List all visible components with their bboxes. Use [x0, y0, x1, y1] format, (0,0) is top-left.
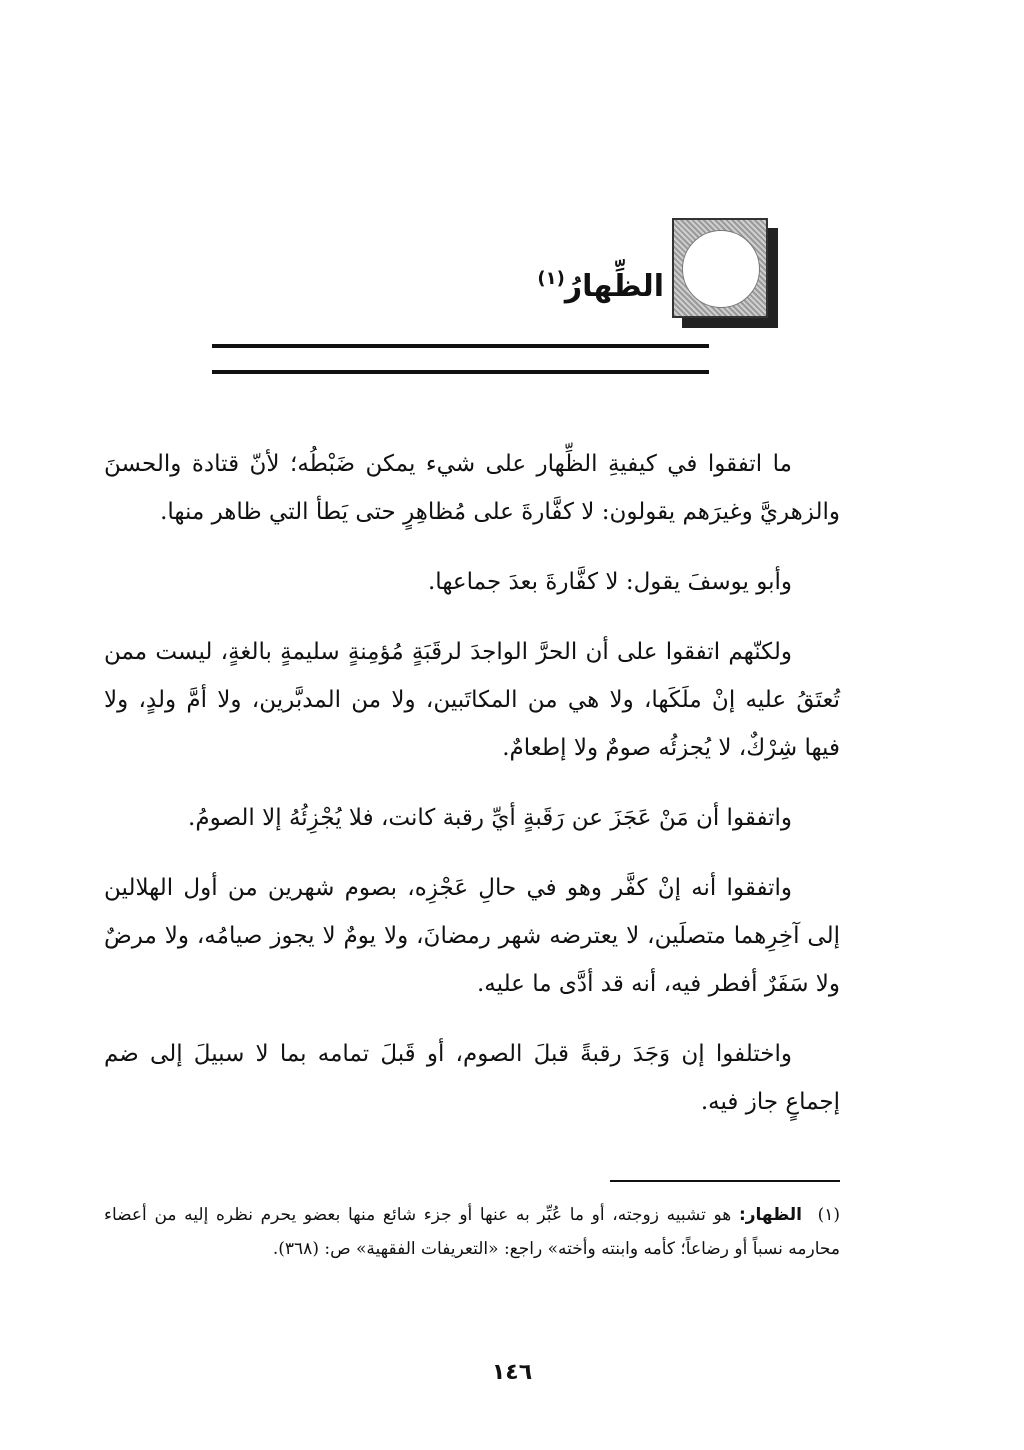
title-rule-bottom [212, 370, 709, 374]
footnote-mark: (١) [817, 1205, 841, 1225]
paragraph: ما اتفقوا في كيفيةِ الظِّهار على شيء يمكن ضَبْطُه؛ لأنّ قتادة والحسنَ والزهريَّ وغيرَهم يقولون: لا كفَّارةَ على مُظاهِرٍ حتى يَطأ التي ظاهر منها. [104, 451, 840, 525]
body-text [104, 440, 840, 1148]
chapter-title-footnote-ref[interactable]: (١) [537, 268, 565, 289]
footnote [104, 1198, 840, 1266]
paragraph: واتفقوا أنه إنْ كفَّر وهو في حالِ عَجْزِه، بصوم شهرين من أول الهلالين إلى آخِرِهما متصلَين، لا يعترضه شهر رمضانَ، ولا يومٌ لا يجوز صيامُه، ولا مرضٌ ولا سَفَرٌ أفطر فيه، أنه قد أدَّى ما عليه. [104, 875, 840, 997]
emblem-circle-icon [682, 230, 760, 308]
chapter-title [537, 268, 664, 304]
paragraph: ولكنّهم اتفقوا على أن الحرَّ الواجدَ لرقَبَةٍ مُؤمِنةٍ سليمةٍ بالغةٍ، ليست ممن تُعتَقُ عليه إنْ ملَكَها، ولا هي من المكاتَبين، ولا من المدبَّرين، ولا أمَّ ولدٍ، ولا فيها شِرْكٌ، لا يُجزئُه صومٌ ولا إطعامٌ. [104, 639, 840, 761]
footnote-term: الظهار: [738, 1205, 802, 1225]
emblem-frame [672, 218, 768, 318]
paragraph: واختلفوا إن وَجَدَ رقبةً قبلَ الصوم، أو قَبلَ تمامه بما لا سبيلَ إلى ضم إجماعٍ جاز فيه. [104, 1041, 840, 1115]
footnote-separator [610, 1180, 840, 1182]
paragraph: وأبو يوسفَ يقول: لا كفَّارةَ بعدَ جماعها. [428, 569, 792, 595]
chapter-title-text: الظِّهارُ [564, 269, 664, 304]
footnote-text: هو تشبيه زوجته، أو ما عُبِّر به عنها أو جزء شائع منها بعضو يحرم نظره إليه من أعضاء محارمه نسباً أو رضاعاً؛ كأمه وابنته وأخته» راجع: «التعريفات الفقهية» ص: (٣٦٨). [104, 1205, 840, 1259]
chapter-emblem [672, 218, 772, 322]
title-rule-top [212, 344, 709, 348]
paragraph: واتفقوا أن مَنْ عَجَزَ عن رَقَبةٍ أيِّ رقبة كانت، فلا يُجْزِئُهُ إلا الصومُ. [188, 805, 792, 831]
page-number: ١٤٦ [491, 1360, 533, 1385]
